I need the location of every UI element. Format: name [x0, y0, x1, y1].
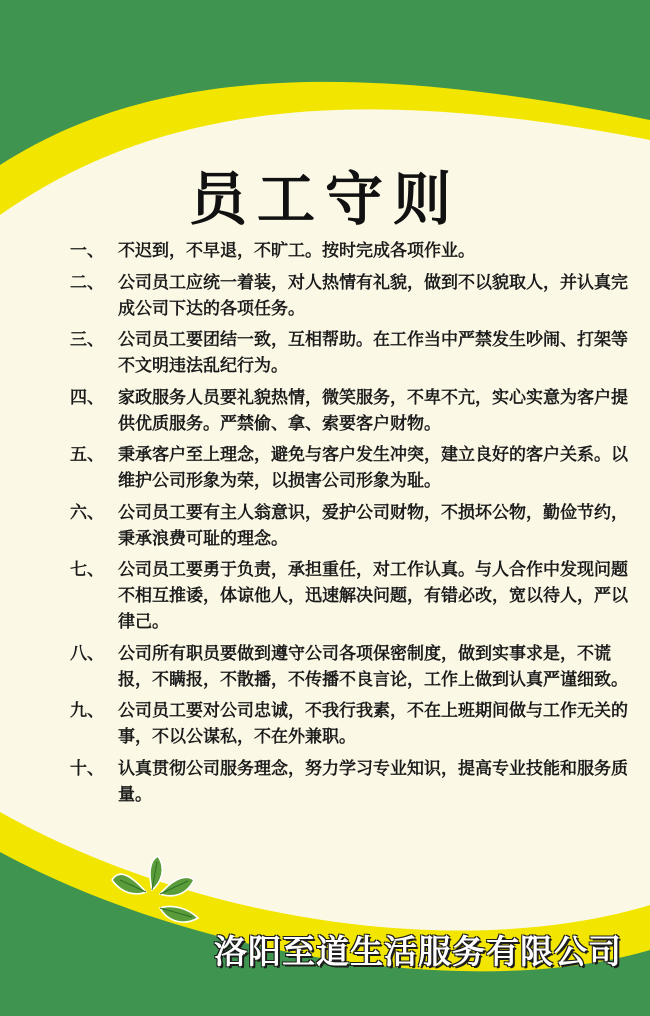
rule-number: 六、: [70, 502, 104, 523]
rule-number: 九、: [70, 701, 104, 721]
rule-item: [70, 238, 635, 264]
rule-text: 公司员工要有主人翁意识，爱护公司财物，不损坏公物，勤俭节约，秉承浪费可耻的理念。: [118, 502, 628, 549]
rule-text: 公司所有职员要做到遵守公司各项保密制度，做到实事求是，不谎报，不瞒报，不散播，不传播不良言论，工作上做到认真严谨细致。: [118, 643, 628, 690]
leaves-icon: [108, 852, 203, 932]
rule-item: [70, 442, 635, 494]
rule-item: [70, 500, 635, 552]
rule-number: 一、: [70, 241, 104, 261]
rule-text: 不迟到，不早退，不旷工。按时完成各项作业。: [118, 241, 475, 261]
rule-text: 公司员工要对公司忠诚，不我行我素，不在上班期间做与工作无关的事，不以公谋私，不在外兼职。: [118, 701, 628, 747]
rule-number: 五、: [70, 445, 104, 465]
rule-item: [70, 557, 635, 635]
rule-item: [70, 327, 635, 379]
rule-number: 四、: [70, 387, 104, 408]
rule-text: 公司员工要团结一致，互相帮助。在工作当中严禁发生吵闹、打架等不文明违法乱纪行为。: [118, 330, 628, 376]
rule-item: [70, 270, 635, 322]
rule-number: 二、: [70, 272, 104, 293]
rule-text: 家政服务人员要礼貌热情，微笑服务，不卑不亢，实心实意为客户提供优质服务。严禁偷、拿、索要客户财物。: [118, 387, 628, 434]
rule-item: [70, 641, 635, 693]
rule-number: 七、: [70, 560, 104, 580]
rule-text: 认真贯彻公司服务理念，努力学习专业知识，提高专业技能和服务质量。: [118, 758, 628, 805]
rule-text: 秉承客户至上理念，避免与客户发生冲突，建立良好的客户关系。以维护公司形象为荣，以损害公司形象为耻。: [118, 445, 628, 491]
rule-number: 八、: [70, 643, 104, 664]
page-title: 员工守则: [188, 165, 461, 233]
rule-number: 三、: [70, 330, 104, 350]
rule-number: 十、: [70, 758, 104, 779]
rules-list: [70, 238, 635, 813]
rule-item: [70, 698, 635, 750]
rule-item: [70, 756, 635, 808]
rule-text: 公司员工要勇于负责，承担重任，对工作认真。与人合作中发现问题不相互推诿，体谅他人，迅速解决问题，有错必改，宽以待人，严以律己。: [118, 560, 628, 632]
rule-text: 公司员工应统一着装，对人热情有礼貌，做到不以貌取人，并认真完成公司下达的各项任务。: [118, 272, 628, 319]
company-name: 洛阳至道生活服务有限公司: [214, 932, 622, 971]
rule-item: [70, 385, 635, 437]
